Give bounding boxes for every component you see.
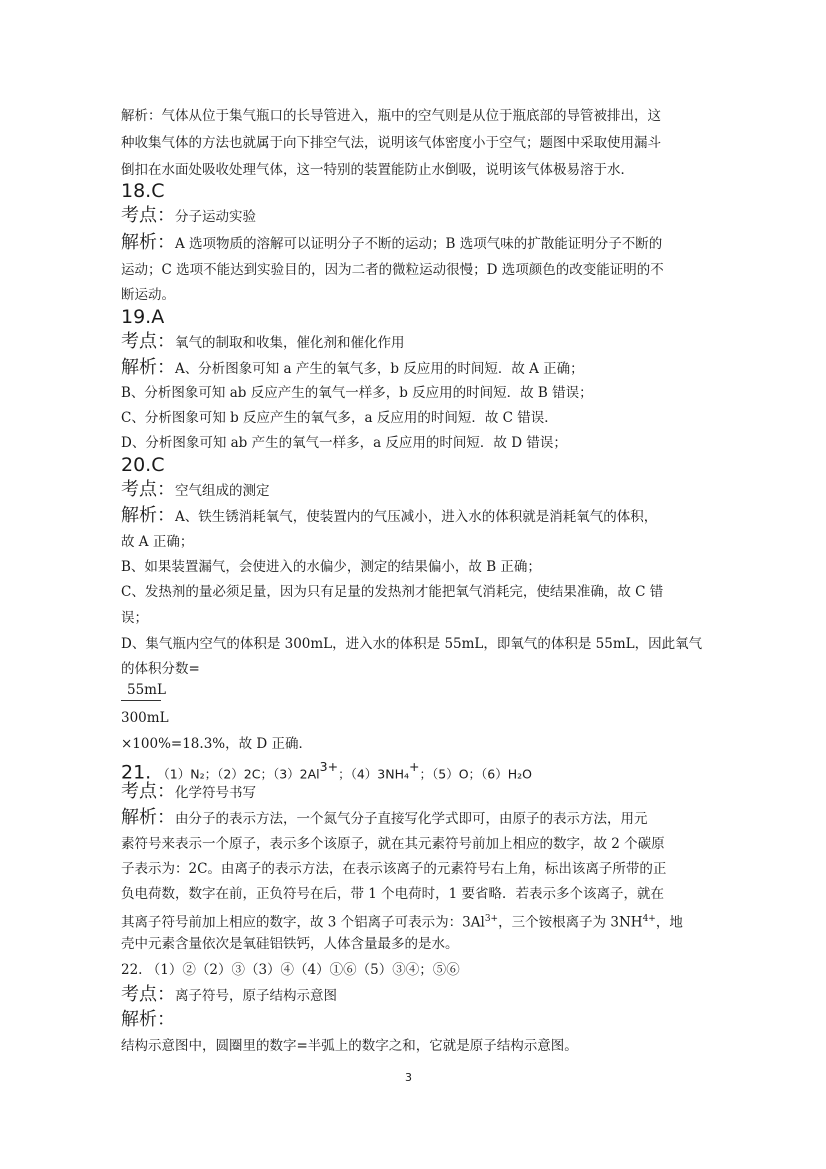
q18-number: 18.C (121, 180, 165, 202)
kaodian-label: 考点： (121, 781, 175, 802)
q18-jiexi-line-2: 运动；C 选项不能达到实验目的，因为二者的微粒运动很慢；D 选项颜色的改变能证明的不 (121, 262, 664, 278)
q20-result: ×100%=18.3%，故 D 正确． (121, 736, 313, 752)
q21-jiexi-line-1 (121, 806, 711, 832)
q20-jiexi-line-1 (121, 504, 711, 530)
intro-line-1: 解析：气体从位于集气瓶口的长导管进入，瓶中的空气则是从位于瓶底部的导管被排出，这 (121, 108, 661, 124)
jiexi-text: A 选项物质的溶解可以证明分子不断的运动；B 选项气味的扩散能证明分子不断的 (175, 236, 663, 252)
jiexi-label: 解析： (121, 1009, 175, 1030)
q20-jiexi-line-3: B、如果装置漏气，会使进入的水偏少，测定的结果偏小，故 B 正确； (121, 559, 541, 575)
q22-jiexi (121, 1008, 711, 1034)
q20-jiexi-line-6: D、集气瓶内空气的体积是 300mL，进入水的体积是 55mL，即氧气的体积是 55mL，因此氧气 (121, 636, 703, 652)
q21-line5-part-a: 其离子符号前加上相应的数字，故 3 个铝离子可表示为：3Al (121, 914, 485, 931)
q22-kaodian (121, 983, 711, 1009)
jiexi-label: 解析： (121, 505, 175, 526)
q19-jiexi-line-4: D、分析图象可知 ab 产生的氧气一样多，a 反应用的时间短．故 D 错误； (121, 435, 567, 451)
q21-jiexi-line-2: 素符号来表示一个原子，表示多个该原子，就在其元素符号前加上相应的数字，故 2 个碳原 (121, 836, 665, 852)
q21-answer-c: ；（5）O；（6）H₂O (419, 766, 532, 782)
jiexi-text: A、分析图象可知 a 产生的氧气多，b 反应用的时间短．故 A 正确； (175, 361, 584, 377)
q21-jiexi-line-6: 壳中元素含量依次是氧硅铝铁钙，人体含量最多的是水。 (121, 936, 459, 952)
q19-kaodian (121, 330, 711, 356)
kaodian-text: 离子符号，原子结构示意图 (175, 988, 337, 1004)
fraction-numerator: 55mL (127, 682, 166, 698)
q21-number: 21. (121, 761, 152, 784)
q18-kaodian (121, 204, 711, 230)
q22-jiexi-line-1: 结构示意图中，圆圈里的数字=半弧上的数字之和，它就是原子结构示意图。 (121, 1038, 578, 1054)
q18-jiexi-line-1 (121, 231, 711, 257)
q21-line5-sup-1: 3+ (484, 914, 499, 924)
kaodian-label: 考点： (121, 479, 175, 500)
kaodian-text: 空气组成的测定 (175, 483, 270, 499)
jiexi-label: 解析： (121, 232, 175, 253)
q21-jiexi-line-4: 负电荷数，数字在前，正负符号在后，带 1 个电荷时，1 要省略．若表示多个该离子，就在 (121, 886, 665, 902)
kaodian-label: 考点： (121, 205, 175, 226)
q21-line5-part-c: ，地 (655, 914, 683, 931)
q20-jiexi-line-4: C、发热剂的量必须足量，因为只有足量的发热剂才能把氧气消耗完，使结果准确，故 C 错 (121, 584, 664, 600)
q21-answer-b: ；（4）3NH₄ (338, 766, 410, 782)
q19-jiexi-line-3: C、分析图象可知 b 反应产生的氧气多，a 反应用的时间短．故 C 错误． (121, 410, 558, 426)
q21-line5-part-b: ，三个铵根离子为 3NH (498, 914, 643, 931)
jiexi-text: A、铁生锈消耗氧气，使装置内的气压减小，进入水的体积就是消耗氧气的体积， (175, 509, 658, 525)
intro-line-2: 种收集气体的方法也就属于向下排空气法，说明该气体密度小于空气；题图中采取使用漏斗 (121, 135, 661, 151)
jiexi-label: 解析： (121, 357, 175, 378)
q21-line5-sup-2: 4+ (642, 914, 656, 924)
q22-answer: 22. （1）②（2）③（3）④（4）①⑥（5）③④；⑤⑥ (121, 962, 460, 978)
fraction-denominator: 300mL (121, 710, 169, 726)
jiexi-label: 解析： (121, 807, 175, 828)
kaodian-label: 考点： (121, 331, 175, 352)
q20-jiexi-line-5: 误； (121, 610, 148, 626)
fraction-bar (121, 700, 161, 701)
kaodian-text: 分子运动实验 (175, 209, 256, 225)
q21-answer-a-sup: 3+ (319, 759, 339, 774)
kaodian-label: 考点： (121, 984, 175, 1005)
q20-jiexi-line-7: 的体积分数= (121, 661, 200, 677)
kaodian-text: 化学符号书写 (175, 785, 256, 801)
q20-kaodian (121, 478, 711, 504)
q21-jiexi-line-5 (121, 907, 711, 935)
q20-jiexi-line-2: 故 A 正确； (121, 534, 194, 550)
q21-jiexi-line-3: 子表示为：2C。由离子的表示方法，在表示该离子的元素符号右上角，标出该离子所带的正 (121, 861, 667, 877)
jiexi-text: 由分子的表示方法，一个氮气分子直接写化学式即可，由原子的表示方法，用元 (175, 811, 648, 827)
page-number: 3 (405, 1071, 412, 1084)
q20-number: 20.C (121, 454, 165, 476)
kaodian-text: 氧气的制取和收集，催化剂和催化作用 (175, 335, 405, 351)
q19-number: 19.A (121, 306, 165, 328)
q18-jiexi-line-3: 断运动。 (121, 287, 175, 303)
q21-answer-b-sup: + (409, 759, 420, 774)
q19-jiexi-line-1 (121, 356, 711, 382)
q21-kaodian (121, 780, 711, 806)
intro-line-3: 倒扣在水面处吸收处理气体，这一特别的装置能防止水倒吸，说明该气体极易溶于水． (121, 162, 634, 178)
q21-answer-a: （1）N₂；（2）2C；（3）2Al (157, 766, 320, 782)
q19-jiexi-line-2: B、分析图象可知 ab 反应产生的氧气一样多，b 反应用的时间短．故 B 错误； (121, 385, 593, 401)
